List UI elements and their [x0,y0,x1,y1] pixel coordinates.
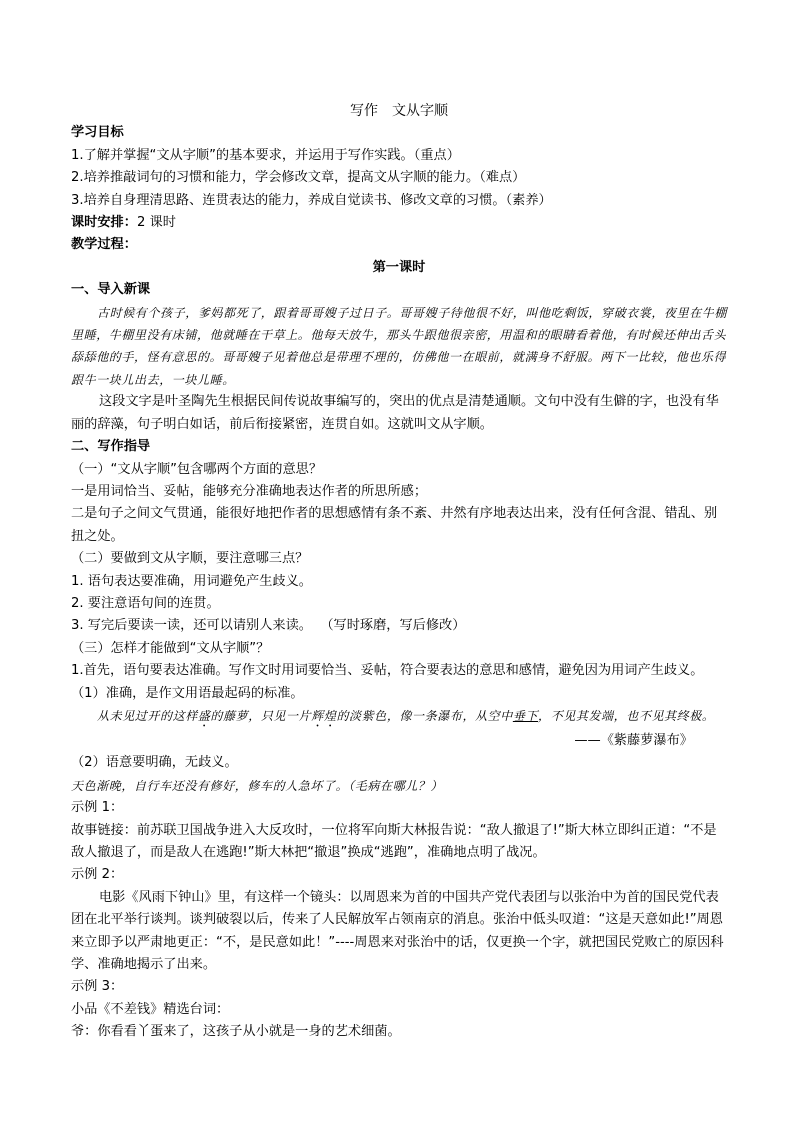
answer-2-item-1: 1. 语句表达要准确，用词避免产生歧义。 [71,573,312,589]
goal-item-3: 3.培养自身理清思路、连贯表达的能力，养成自觉读书、修改文章的习惯。（素养） [71,192,552,208]
example-3-line: 爷：你看看丫蛋来了，这孩子从小就是一身的艺术细菌。 [71,1024,401,1040]
schedule-value: 2 课时 [136,215,176,231]
quote-text-4: ，不见其发端，也不见其终极。 [538,708,715,723]
example-2-text: 电影《风雨下钟山》里，有这样一个镜头：以周恩来为首的中国共产党代表团与以张治中为首的国民党代表团在北平举行谈判。谈判破裂以后，传来了人民解放军占领南京的消息。张治中低头叹道：“这是天意如此!”周恩来立即予以严肃地更正：“不，是民意如此！”----周恩来对张治中的话，仅更换一个字，就把国民党败亡的原因科学、准确地揭示了出来。 [71,889,724,973]
subpoint-1: （1）准确，是作文用语最起码的标准。 [71,685,304,701]
section1-heading: 一、导入新课 [71,282,151,298]
answer-3-part-1: 1.首先，语句要表达准确。写作文时用词要恰当、妥帖，符合要表达的意思和感情，避免因为用词产生歧义。 [71,663,704,679]
answer-1-part-1: 一是用词恰当、妥帖，能够充分准确地表达作者的所思所感； [71,483,428,499]
quote-source: ——《紫藤萝瀑布》 [574,732,693,748]
section2-heading: 二、写作指导 [71,439,151,455]
example-1-label: 示例 1： [71,800,124,816]
goals-heading: 学习目标 [71,125,124,141]
quote-text-2: 的藤萝，只见一片 [210,708,312,723]
schedule-line [71,212,727,234]
goal-item-1: 1.了解并掌握“文从字顺”的基本要求，并运用于写作实践。（重点） [71,147,460,163]
lesson-heading: 第一课时 [372,259,426,275]
quote-keyword-chuixia: 垂下 [512,708,539,723]
question-1: （一）“文从字顺”包含哪两个方面的意思？ [71,461,323,477]
quote-text-1: 从未见过开的这样 [97,708,198,723]
answer-2-item-3: 3. 写完后要读一读，还可以请别人来读。 （写时琢磨，写后修改） [71,618,466,634]
subpoint-2: （2）语意要明确，无歧义。 [71,755,238,771]
story-comment: 这段文字是叶圣陶先生根据民间传说故事编写的，突出的优点是清楚通顺。文句中没有生僻的字，也没有华丽的辞藻，句子明白如话，前后衔接紧密，连贯自如。这就叫文从字顺。 [71,394,719,432]
example-2-label: 示例 2： [71,867,124,883]
story-paragraph: 古时候有个孩子，爹妈都死了，跟着哥哥嫂子过日子。哥哥嫂子待他很不好，叫他吃剩饭，穿破衣裳，夜里在牛棚里睡，牛棚里没有床铺，他就睡在干草上。他每天放牛，那头牛跟他很亲密，用温和的眼睛看着他，有时候还伸出舌头舔舔他的手，怪有意思的。哥哥嫂子见着他总是带理不理的，仿佛他一在眼前，就满身不舒服。两下一比较，他也乐得跟牛一块儿出去，一块儿睡。 [71,305,728,387]
quote-keyword-huihuang: 辉煌 [311,708,337,723]
quote-keyword-sheng: 盛 [197,708,211,723]
process-label: 教学过程： [71,237,137,253]
example-1-text: 故事链接：前苏联卫国战争进入大反攻时，一位将军向斯大林报告说：“敌人撤退了!”斯大林立即纠正道：“不是敌人撤退了，而是敌人在逃跑!”斯大林把“撤退”换成“逃跑”，准确地点明了战况。 [71,822,717,860]
subpoint-2-example: 天色渐晚，自行车还没有修好，修车的人急坏了。（毛病在哪儿？） [71,778,444,793]
question-2: （二）要做到文从字顺，要注意哪三点？ [71,551,309,567]
example-3-label: 示例 3： [71,979,124,995]
answer-2-item-2: 2. 要注意语句间的连贯。 [71,595,220,611]
goal-item-2: 2.培养推敲词句的习惯和能力，学会修改文章，提高文从字顺的能力。（难点） [71,170,526,186]
document-page [71,100,727,1044]
schedule-label: 课时安排： [71,215,137,231]
answer-1-part-2: 二是句子之间文气贯通，能很好地把作者的思想感情有条不紊、井然有序地表达出来，没有任何含混、错乱、别扭之处。 [71,506,718,544]
question-3: （三）怎样才能做到“文从字顺”？ [71,640,270,656]
quote-text-3: 的淡紫色，像一条瀑布，从空中 [336,708,513,723]
example-3-intro: 小品《不差钱》精选台词： [71,1001,230,1017]
page-title: 写作 文从字顺 [350,103,448,119]
quote-paragraph [71,705,727,730]
